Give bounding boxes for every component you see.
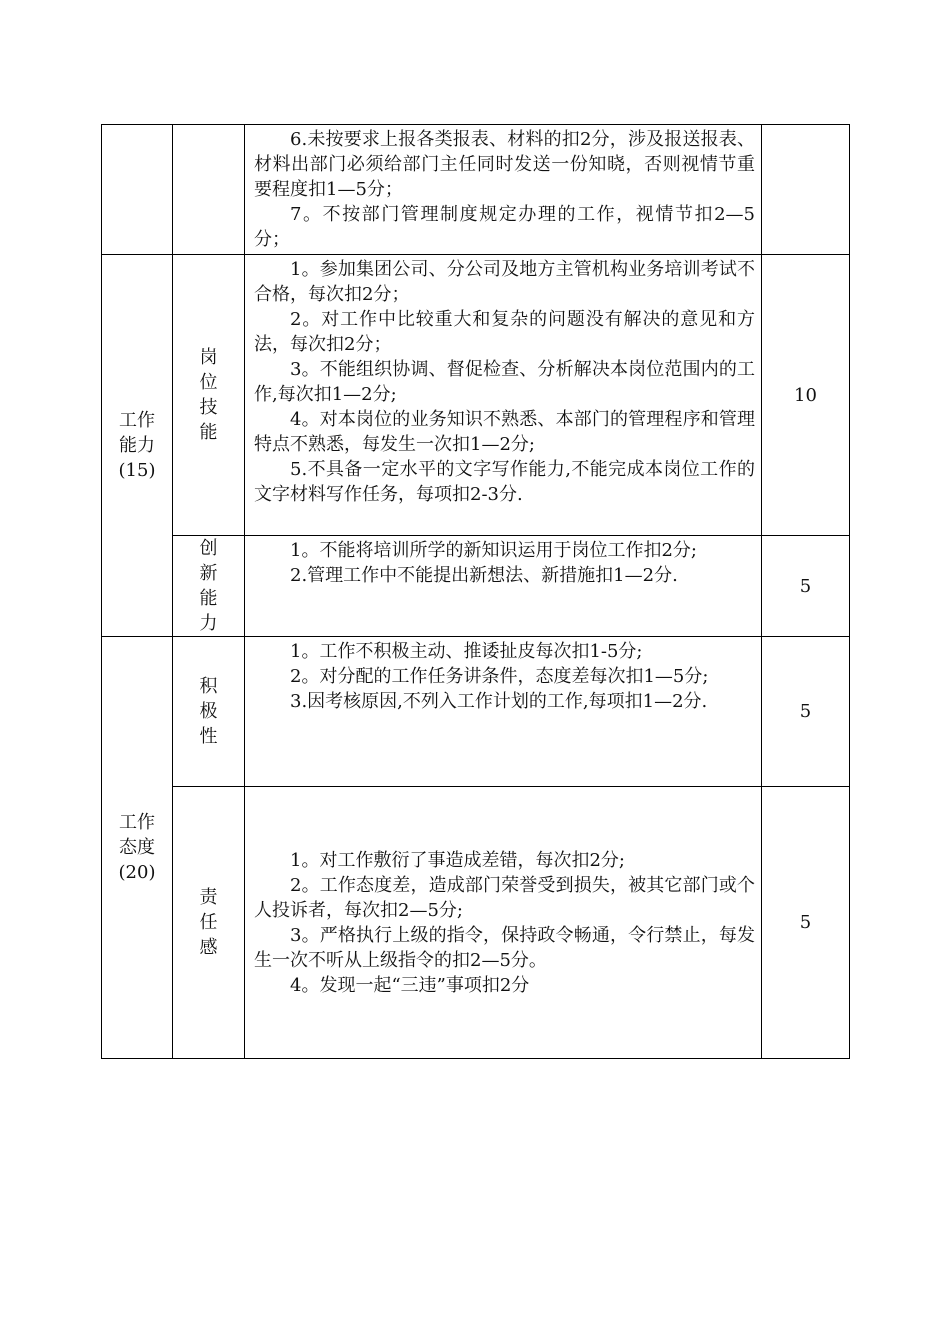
category-label: 工作能力(15) bbox=[118, 410, 156, 481]
criteria-item: 1。工作不积极主动、推诿扯皮每次扣1-5分; bbox=[290, 641, 643, 662]
criteria-item: 2.管理工作中不能提出新想法、新措施扣1—2分. bbox=[290, 565, 678, 586]
table-row bbox=[102, 536, 850, 637]
score-cell: 10 bbox=[762, 255, 850, 536]
criteria-item: 7。不按部门管理制度规定办理的工作，视情节扣2—5分； bbox=[254, 204, 755, 250]
table-row bbox=[102, 637, 850, 787]
criteria-item: 5.不具备一定水平的文字写作能力,不能完成本岗位工作的文字材料写作任务，每项扣2-3分. bbox=[254, 459, 755, 505]
subcategory-cell bbox=[173, 255, 245, 536]
score-cell: 5 bbox=[762, 536, 850, 637]
criteria-cell bbox=[245, 536, 762, 637]
score-cell: 5 bbox=[762, 787, 850, 1059]
criteria-cell bbox=[245, 125, 762, 255]
criteria-item: 6.未按要求上报各类报表、材料的扣2分，涉及报送报表、材料出部门必须给部门主任同时发送一份知晓，否则视情节重要程度扣1—5分； bbox=[254, 129, 755, 200]
criteria-item: 1。不能将培训所学的新知识运用于岗位工作扣2分; bbox=[290, 540, 697, 561]
subcategory-label: 责任感 bbox=[199, 887, 218, 958]
category-cell bbox=[102, 255, 173, 637]
subcategory-cell-empty bbox=[173, 125, 245, 255]
category-cell bbox=[102, 637, 173, 1059]
criteria-cell bbox=[245, 787, 762, 1059]
subcategory-label: 积极性 bbox=[199, 676, 218, 747]
table-row bbox=[102, 255, 850, 536]
table-row bbox=[102, 125, 850, 255]
criteria-cell bbox=[245, 637, 762, 787]
score-cell: 5 bbox=[762, 637, 850, 787]
table-row bbox=[102, 787, 850, 1059]
criteria-item: 4。发现一起“三违”事项扣2分 bbox=[290, 974, 530, 996]
criteria-item: 3。不能组织协调、督促检查、分析解决本岗位范围内的工作,每次扣1—2分; bbox=[254, 359, 755, 405]
subcategory-label: 创新能力 bbox=[199, 538, 218, 634]
category-cell-empty bbox=[102, 125, 173, 255]
subcategory-cell bbox=[173, 536, 245, 637]
criteria-item: 1。对工作敷衍了事造成差错，每次扣2分; bbox=[290, 849, 625, 871]
category-label: 工作态度(20) bbox=[118, 812, 156, 883]
criteria-item: 3。严格执行上级的指令，保持政令畅通，令行禁止，每发生一次不听从上级指令的扣2—5分。 bbox=[254, 924, 755, 971]
criteria-item: 3.因考核原因,不列入工作计划的工作,每项扣1—2分. bbox=[290, 691, 708, 712]
subcategory-label: 岗位技能 bbox=[199, 347, 218, 443]
criteria-item: 4。对本岗位的业务知识不熟悉、本部门的管理程序和管理特点不熟悉，每发生一次扣1—2分; bbox=[254, 409, 755, 455]
assessment-table bbox=[101, 124, 850, 1059]
criteria-cell bbox=[245, 255, 762, 536]
criteria-item: 1。参加集团公司、分公司及地方主管机构业务培训考试不合格，每次扣2分； bbox=[254, 259, 755, 305]
subcategory-cell bbox=[173, 637, 245, 787]
criteria-item: 2。对工作中比较重大和复杂的问题没有解决的意见和方法，每次扣2分； bbox=[254, 309, 755, 355]
criteria-item: 2。对分配的工作任务讲条件，态度差每次扣1—5分; bbox=[290, 666, 709, 687]
score-cell-empty bbox=[762, 125, 850, 255]
subcategory-cell bbox=[173, 787, 245, 1059]
criteria-item: 2。工作态度差，造成部门荣誉受到损失，被其它部门或个人投诉者，每次扣2—5分; bbox=[254, 874, 755, 921]
